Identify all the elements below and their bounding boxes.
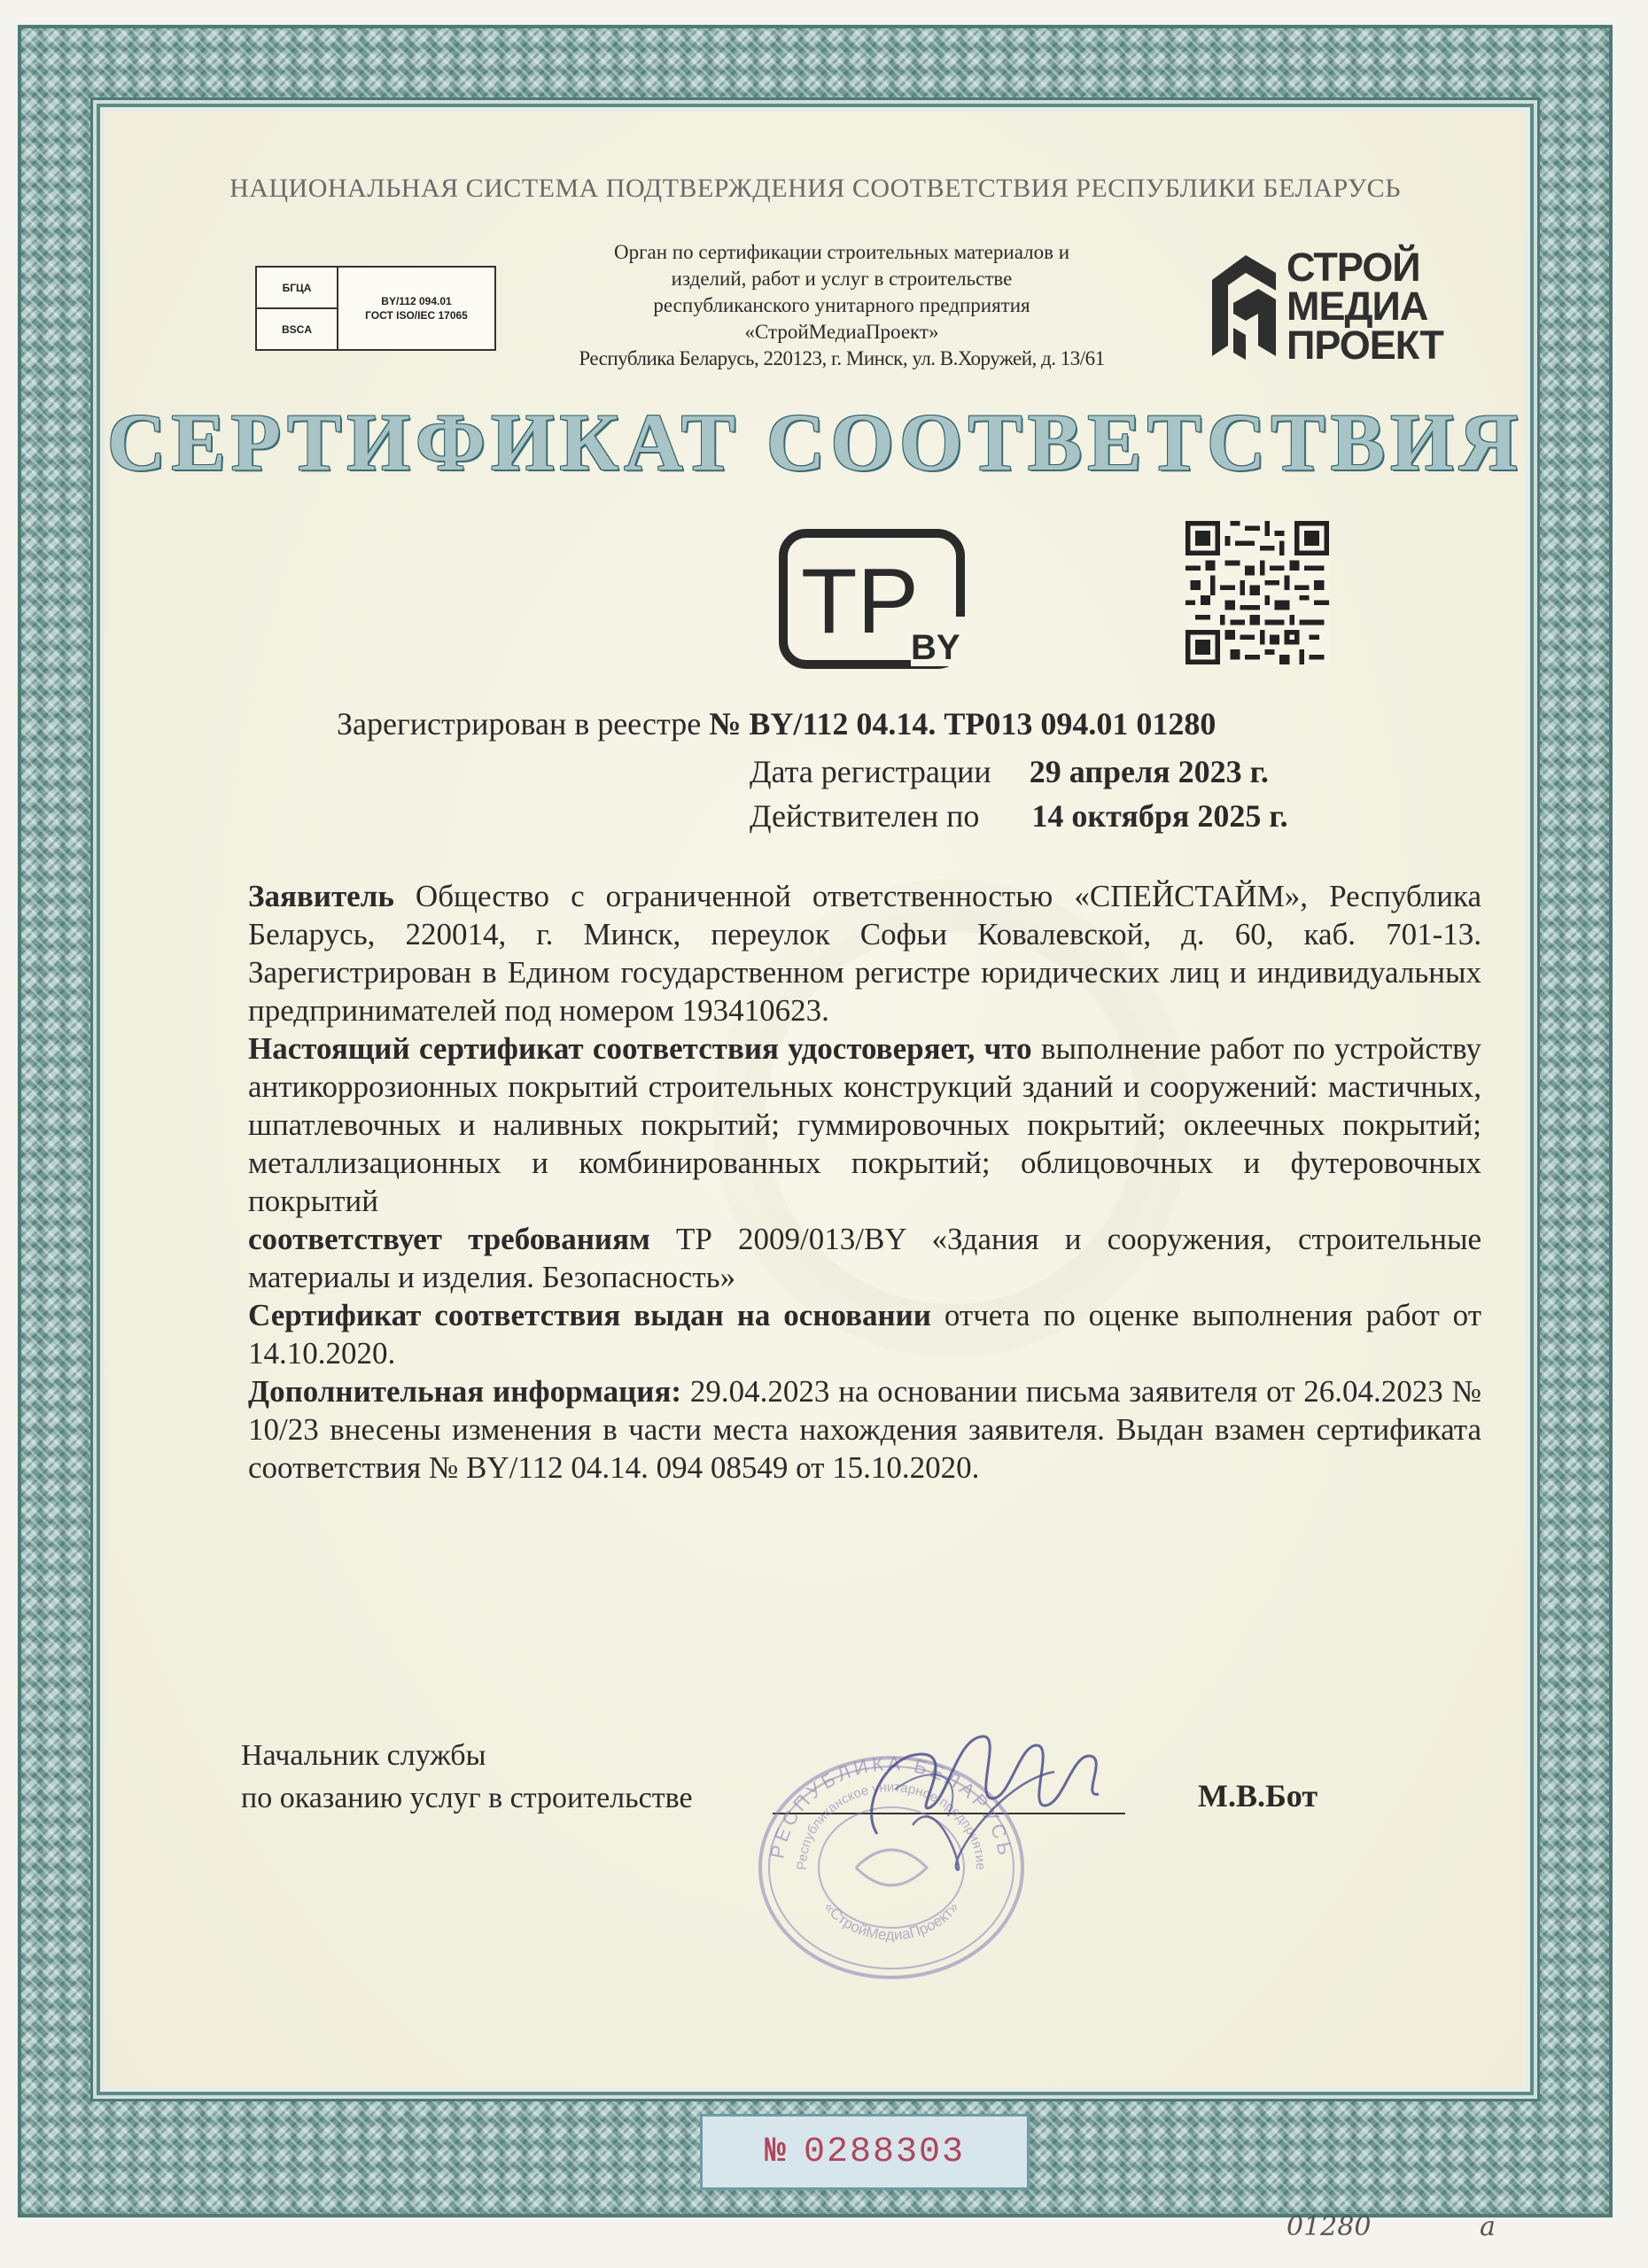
handwritten-note: 01280 — [1287, 2211, 1372, 2242]
logo-icon — [1207, 250, 1281, 365]
stamp-middle-text: Республиканское унитарное предприятие — [794, 1779, 989, 1870]
certificate-body — [248, 877, 1481, 1487]
stamp-outer-text: РЕСПУБЛИКА БЕЛАРУСЬ — [766, 1751, 1017, 1860]
logo-word: ПРОЕКТ — [1287, 322, 1443, 368]
handwritten-signature — [824, 1701, 1125, 1887]
valid-until-line — [750, 797, 1288, 835]
mark-sub-text: BY — [911, 628, 960, 667]
complies-label: соответствует требованиям — [248, 1222, 650, 1256]
certifies-label: Настоящий сертификат соответствия удостоверяет, что — [248, 1031, 1032, 1066]
applicant-label: Заявитель — [248, 879, 394, 913]
org-address: Республика Беларусь, 220123, г. Минск, ул. В.Хоружей, д. 13/61 — [579, 347, 1105, 369]
certifies-paragraph — [248, 1029, 1481, 1220]
position-line: по оказанию услуг в строительстве — [241, 1782, 693, 1814]
logo-word: СТРОЙ — [1287, 245, 1420, 290]
basis-label: Сертификат соответствия выдан на основании — [248, 1298, 931, 1332]
registry-label: Зарегистрирован в реестре — [337, 706, 702, 742]
position-line: Начальник службы — [241, 1739, 486, 1772]
org-line: изделий, работ и услуг в строительстве — [671, 268, 1013, 290]
accreditation-top-label: БГЦА — [257, 268, 337, 309]
extra-info-text: 29.04.2023 на основании письма заявителя от 26.04.2023 № 10/23 внесены изменения в части места нахождения заявителя. Выдан взамен сертификата соответствия № BY/112 04.14. 094 08549 от 15.10.2020. — [248, 1374, 1482, 1485]
registry-number: № BY/112 04.14. ТР013 094.01 01280 — [709, 706, 1217, 742]
stroymediaproekt-logo — [1207, 245, 1473, 369]
logo-word: МЕДИА — [1287, 284, 1428, 329]
certificate-title: СЕРТИФИКАТ СООТВЕТСТВИЯ — [106, 397, 1524, 487]
org-line: Орган по сертификации строительных материалов и — [613, 241, 1070, 263]
qr-code — [1185, 521, 1329, 664]
basis-text: отчета по оценке выполнения работ от 14.10.2020. — [248, 1298, 1482, 1371]
serial-number: 0288303 — [803, 2132, 966, 2172]
extra-info-paragraph — [248, 1372, 1481, 1487]
certifies-text: выполнение работ по устройству антикоррозионных покрытий строительных конструкций зданий и сооружений: мастичных, шпатлевочных и наливных покрытий; гуммировочных покрытий; оклеечных покрытий; металлизационных и комбинированных покрытий; облицовочных и футеровочных покрытий — [248, 1031, 1481, 1218]
complies-paragraph — [248, 1220, 1481, 1296]
certification-body — [532, 239, 1152, 372]
complies-text: ТР 2009/013/BY «Здания и сооружения, строительные материалы и изделия. Безопасность» — [248, 1222, 1481, 1294]
accreditation-bottom-label: BSCA — [281, 322, 312, 336]
national-system-heading: НАЦИОНАЛЬНАЯ СИСТЕМА ПОДТВЕРЖДЕНИЯ СООТВЕТСТВИЯ РЕСПУБЛИКИ БЕЛАРУСЬ — [229, 174, 1401, 203]
signatory-position — [241, 1735, 693, 1820]
stamp-bottom-text: «СтройМедиаПроект» — [820, 1899, 962, 1944]
registration-date-line — [750, 753, 1269, 790]
org-line: «СтройМедиаПроект» — [744, 321, 939, 343]
valid-until-label: Действителен по — [750, 798, 980, 834]
applicant-text: Общество с ограниченной ответственностью «СПЕЙСТАЙМ», Республика Беларусь, 220014, г. Минск, переулок Софьи Ковалевской, д. 60, каб. 701-13. Зарегистрирован в Едином государственном регистре юридических лиц и индивидуальных предпринимателей под номером 193410623. — [248, 879, 1481, 1028]
serial-prefix: № — [764, 2132, 786, 2172]
mark-main-text: TP — [801, 550, 919, 653]
registry-line — [337, 705, 1216, 742]
extra-info-label: Дополнительная информация: — [248, 1374, 682, 1409]
serial-number-box — [700, 2114, 1030, 2190]
accreditation-standard: ГОСТ ISO/IEC 17065 — [365, 309, 468, 322]
org-line: республиканского унитарного предприятия — [653, 294, 1030, 316]
basis-paragraph — [248, 1296, 1481, 1372]
accreditation-number: BY/112 094.01 — [381, 295, 452, 307]
applicant-paragraph — [248, 877, 1481, 1029]
handwritten-letter: a — [1480, 2211, 1496, 2242]
signatory-name: М.В.Бот — [1198, 1778, 1318, 1814]
accreditation-mark — [255, 266, 496, 351]
svg-text:«СтройМедиаПроект» — [820, 1899, 961, 1943]
registration-date-value: 29 апреля 2023 г. — [1029, 754, 1269, 789]
valid-until-value: 14 октября 2025 г. — [1031, 798, 1288, 834]
registration-date-label: Дата регистрации — [750, 754, 991, 789]
tr-by-conformity-mark — [778, 528, 969, 670]
